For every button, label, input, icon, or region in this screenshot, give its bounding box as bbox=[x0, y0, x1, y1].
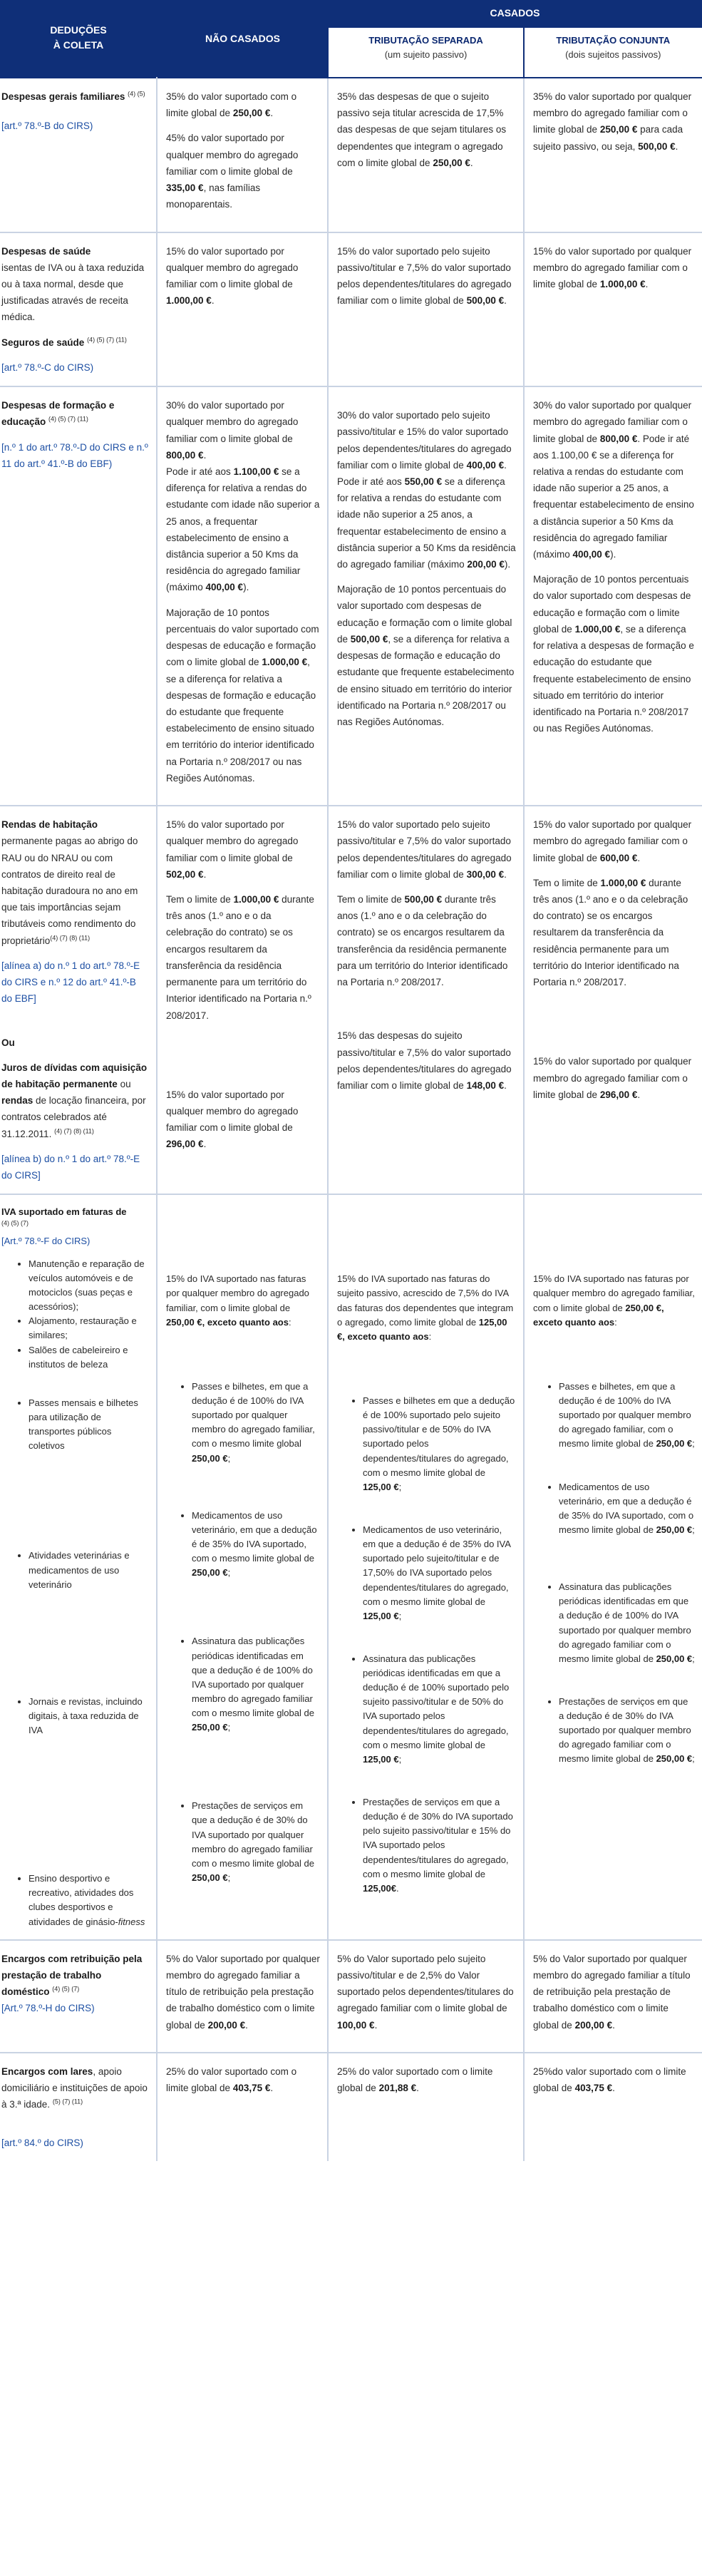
row-subtitle: Seguros de saúde bbox=[1, 337, 85, 348]
row-habitacao-label: Rendas de habitação permanente pagas ao abrigo do RAU ou do NRAU ou com contratos de direito real de habitação duradoura no ano em que tais importâncias sejam tributáveis como rendimento do proprietário$^{(4) (7) (8) (11)}$ [alínea a) do n.º 1 do art.º 78.º-E do CIRS e n.º 12 do art.º 41.º-B do EBF] Ou Juros de dívidas com aquisição de habitação permanente ou rendas de locação financeira, por contratos celebrados até 31.12.2011. $^{(4) (7) (8) (11)}$ [alínea b) do n.º 1 do art.º 78.º-E do CIRS] bbox=[0, 806, 157, 1194]
row-title: Rendas de habitação bbox=[1, 819, 98, 831]
row-educacao-separada: 30% do valor suportado pelo sujeito passivo/titular e 15% do valor suportado pelos dependentes/titulares do agregado familiar com o limite global de 400,00 €. Pode ir até aos 550,00 € se a diferença for relativa a rendas do estudante com idade não superior a 25 anos, a frequentar estabelecimento de ensino a distância superior a 50 Kms da residência do agregado familiar (máximo 200,00 €). Majoração de 10 pontos percentuais do valor suportado com despesas de educação e formação com o limite global de 500,00 €, se a diferença for relativa a despesas de formação e educação do estudante que frequente estabelecimento de ensino situado em território do interior identificado na Portaria n.º 208/2017 ou nas Regiões Autónomas. bbox=[328, 386, 524, 806]
header-casados: CASADOS bbox=[328, 0, 702, 28]
list-item: • Medicamentos de uso veterinário, em que a dedução é de 35% do IVA suportado pelo sujeito/titular e de 17,50% do IVA suportado pelos dependentes/titulares do agregado, com o mesmo limite global de 125,00 €; bbox=[363, 1523, 516, 1623]
row-subtitle: Juros de dívidas com aquisição de habitação permanente bbox=[1, 1062, 148, 1089]
list-item: • Passes e bilhetes em que a dedução é de 100% suportado pelo sujeito passivo/titular e de 50% do IVA suportado pelos dependentes/titulares do agregado, com o mesmo limite global de 125,00 €; bbox=[363, 1394, 516, 1494]
iva-rule-list bbox=[337, 1394, 516, 1896]
list-item: • Prestações de serviços em que a dedução é de 30% do IVA suportado pelo sujeito passivo/titular e 15% do IVA suportado pelos dependentes/titulares do agregado, com o mesmo limite global de 125,00€. bbox=[363, 1795, 516, 1896]
iva-category-list-4 bbox=[1, 1695, 149, 1738]
row-iva-label bbox=[0, 1194, 157, 1940]
row-title: Despesas gerais familiares bbox=[1, 91, 125, 102]
footnote-refs: (5) (7) (11) bbox=[52, 2098, 83, 2105]
footnote-refs: (4) (5) (7) (11) bbox=[87, 336, 127, 344]
law-reference-link[interactable]: [art.º 78.º-B do CIRS) bbox=[1, 120, 93, 132]
footnote-refs: (4) (5) bbox=[128, 90, 145, 98]
list-item: • Passes e bilhetes, em que a dedução é de 100% do IVA suportado por qualquer membro do agregado familiar, com o mesmo limite global de 250,00 €; bbox=[559, 1380, 695, 1452]
law-reference-link[interactable]: [alínea b) do n.º 1 do art.º 78.º-E do CIRS] bbox=[1, 1153, 140, 1181]
row-educacao-conjunta: 30% do valor suportado por qualquer membro do agregado familiar com o limite global de 800,00 €. Pode ir até aos 1.100,00 € se a diferença for relativa a rendas do estudante com idade não superior a 25 anos, a frequentar estabelecimento de ensino a distância superior a 50 Kms da residência do agregado familiar (máximo 400,00 €). Majoração de 10 pontos percentuais do valor suportado com despesas de educação e formação com o limite global de 1.000,00 €, se a diferença for relativa a despesas de formação e educação do estudante que frequente estabelecimento de ensino situado em território do interior identificado na Portaria n.º 208/2017 ou nas Regiões Autónomas. bbox=[524, 386, 702, 806]
law-reference-link[interactable]: [n.º 1 do art.º 78.º-D do CIRS e n.º 11 do art.º 41.º-B do EBF) bbox=[1, 441, 148, 469]
row-saude-label bbox=[0, 232, 157, 387]
row-trabalho-domestico bbox=[0, 1940, 702, 2053]
row-habitacao-separada: 15% do valor suportado pelo sujeito passivo/titular e 7,5% do valor suportado pelos dependentes/titulares do agregado familiar com o limite global de 300,00 €. Tem o limite de 500,00 € durante três anos (1.º ano e o da celebração do contrato) se os encargos resultarem da transferência da residência permanente para um território do Interior identificado na Portaria n.º 208/2017. 15% das despesas do sujeito passivo/titular e 7,5% do valor suportado pelos dependentes/titulares do agregado familiar com o limite global de 148,00 €. bbox=[328, 806, 524, 1194]
law-reference-link[interactable]: [art.º 84.º do CIRS) bbox=[1, 2137, 83, 2148]
list-item: • Alojamento, restauração e similares; bbox=[29, 1314, 149, 1343]
list-item: • Ensino desportivo e recreativo, atividades dos clubes desportivos e atividades de ginásio-fitness bbox=[29, 1872, 149, 1929]
row-title: Encargos com lares bbox=[1, 2066, 93, 2077]
row-lares-conjunta: 25%do valor suportado com o limite global de 403,75 €. bbox=[524, 2053, 702, 2161]
law-reference-link[interactable]: [alínea a) do n.º 1 do art.º 78.º-E do CIRS e n.º 12 do art.º 41.º-B do EBF] bbox=[1, 960, 140, 1005]
footnote-refs: (4) (5) (7) bbox=[1, 1220, 29, 1228]
header-tributacao-separada-label: TRIBUTAÇÃO SEPARADA bbox=[368, 35, 483, 46]
row-saude-conjunta: 15% do valor suportado por qualquer membro do agregado familiar com o limite global de 1.000,00 €. bbox=[524, 232, 702, 387]
header-tributacao-conjunta bbox=[524, 28, 702, 78]
row-description: , apoio domiciliário e instituições de apoio à 3.ª idade. bbox=[1, 2066, 148, 2110]
row-title: IVA suportado em faturas de bbox=[1, 1206, 127, 1218]
iva-category-list-2 bbox=[1, 1396, 149, 1454]
footnote-refs: (4) (7) (8) (11) bbox=[54, 1127, 94, 1135]
law-reference-link[interactable]: [Art.º 78.º-F do CIRS) bbox=[1, 1235, 91, 1246]
iva-rule-list bbox=[533, 1380, 695, 1767]
row-gerais-conjunta: 35% do valor suportado por qualquer membro do agregado familiar com o limite global de 250,00 € para cada sujeito passivo, ou seja, 500,00 €. bbox=[524, 78, 702, 232]
list-item: • Medicamentos de uso veterinário, em que a dedução é de 35% do IVA suportado, com o mesmo limite global de 250,00 €; bbox=[559, 1480, 695, 1538]
row-lares-label bbox=[0, 2053, 157, 2161]
list-item: • Atividades veterinárias e medicamentos de uso veterinário bbox=[29, 1549, 149, 1591]
header-tributacao-conjunta-label: TRIBUTAÇÃO CONJUNTA bbox=[556, 35, 671, 46]
header-tributacao-separada bbox=[328, 28, 524, 78]
row-iva-separada: 15% do IVA suportado nas faturas do sujeito passivo, acrescido de 7,5% do IVA das faturas dos dependentes que integram o agregado, como limite global de 125,00 €, exceto quanto aos: • Passes e bilhetes em que a dedução é de 100% suportado pelo sujeito passivo/titular e de 50% do IVA suportado pelos dependentes/titulares do agregado, com o mesmo limite global de 125,00 €; • Medicamentos de uso veterinário, em que a dedução é de 35% do IVA suportado pelo sujeito/titular e de 17,50% do IVA suportado pelos dependentes/titulares do agregado, com o mesmo limite global de 125,00 €; • Assinatura das publicações periódicas identificadas em que a dedução é de 100% suportado pelo sujeito passivo/titular e de 50% do IVA suportado pelos dependentes/titulares do agregado, com o mesmo limite global de 125,00 €; • Prestações de serviços em que a dedução é de 30% do IVA suportado pelo sujeito passivo/titular e 15% do IVA suportado pelos dependentes/titulares do agregado, com o mesmo limite global de 125,00€. bbox=[328, 1194, 524, 1940]
row-despesas-gerais bbox=[0, 78, 702, 232]
header-tributacao-separada-sub: (um sujeito passivo) bbox=[384, 48, 468, 60]
list-item: • Medicamentos de uso veterinário, em que a dedução é de 35% do IVA suportado, com o mesmo limite global de 250,00 €; bbox=[192, 1509, 320, 1581]
row-domestico-conjunta: 5% do Valor suportado por qualquer membro do agregado familiar a título de retribuição pela prestação de trabalho doméstico com o limite global de 200,00 €. bbox=[524, 1940, 702, 2053]
list-item: • Prestações de serviços em que a dedução é de 30% do IVA suportado por qualquer membro do agregado familiar com o mesmo limite global de 250,00 €; bbox=[559, 1695, 695, 1767]
list-item: • Assinatura das publicações periódicas identificadas em que a dedução é de 100% suportado pelo sujeito passivo/titular e de 50% do IVA suportado pelos dependentes/titulares do agregado, com o mesmo limite global de 125,00 €; bbox=[363, 1652, 516, 1767]
list-item: • Passes mensais e bilhetes para utilização de transportes públicos coletivos bbox=[29, 1396, 149, 1454]
row-saude-separada: 15% do valor suportado pelo sujeito passivo/titular e 7,5% do valor suportado pelos dependentes/titulares do agregado familiar com o limite global de 500,00 €. bbox=[328, 232, 524, 387]
footnote-refs: (4) (5) (7) (11) bbox=[48, 415, 88, 423]
row-encargos-lares bbox=[0, 2053, 702, 2161]
row-iva-nao-casados: 15% do IVA suportado nas faturas por qualquer membro do agregado familiar, com o limite global de 250,00 €, exceto quanto aos: • Passes e bilhetes, em que a dedução é de 100% do IVA suportado por qualquer membro do agregado familiar, com o mesmo limite global 250,00 €; • Medicamentos de uso veterinário, em que a dedução é de 35% do IVA suportado, com o mesmo limite global de 250,00 €; • Assinatura das publicações periódicas identificadas em que a dedução é de 100% do IVA suportado por qualquer membro do agregado familiar com o mesmo limite global de 250,00 €; • Prestações de serviços em que a dedução é de 30% do IVA suportado por qualquer membro do agregado familiar com o mesmo limite global de 250,00 €; bbox=[157, 1194, 328, 1940]
row-title: Despesas de formação e educação bbox=[1, 400, 115, 428]
row-habitacao-nao-casados: 15% do valor suportado por qualquer membro do agregado familiar com o limite global de 502,00 €. Tem o limite de 1.000,00 € durante três anos (1.º ano e o da celebração do contrato) se os encargos resultarem da transferência da residência permanente para um território do Interior identificado na Portaria n.º 208/2017. 15% do valor suportado por qualquer membro do agregado familiar com o limite global de 296,00 €. bbox=[157, 806, 328, 1194]
header-deducoes: DEDUÇÕES À COLETA bbox=[0, 0, 157, 78]
law-reference-link[interactable]: [art.º 78.º-C do CIRS) bbox=[1, 361, 94, 373]
list-item: • Manutenção e reparação de veículos automóveis e de motociclos (suas peças e acessórios); bbox=[29, 1257, 149, 1315]
row-despesas-educacao bbox=[0, 386, 702, 806]
row-iva-conjunta: 15% do IVA suportado nas faturas por qualquer membro do agregado familiar, com o limite global de 250,00 €, exceto quanto aos: • Passes e bilhetes, em que a dedução é de 100% do IVA suportado por qualquer membro do agregado familiar, com o mesmo limite global de 250,00 €; • Medicamentos de uso veterinário, em que a dedução é de 35% do IVA suportado, com o mesmo limite global de 250,00 €; • Assinatura das publicações periódicas identificadas em que a dedução é de 100% do IVA suportado por qualquer membro do agregado familiar com o mesmo limite global de 250,00 €; • Prestações de serviços em que a dedução é de 30% do IVA suportado por qualquer membro do agregado familiar com o mesmo limite global de 250,00 €; bbox=[524, 1194, 702, 1940]
row-educacao-label bbox=[0, 386, 157, 806]
row-domestico-nao-casados: 5% do Valor suportado por qualquer membro do agregado familiar a título de retribuição pela prestação de trabalho doméstico com o limite global de 200,00 €. bbox=[157, 1940, 328, 2053]
row-title: Despesas de saúde bbox=[1, 245, 91, 257]
list-item: • Passes e bilhetes, em que a dedução é de 100% do IVA suportado por qualquer membro do agregado familiar, com o mesmo limite global 250,00 €; bbox=[192, 1380, 320, 1466]
row-saude-nao-casados: 15% do valor suportado por qualquer membro do agregado familiar com o limite global de 1.000,00 €. bbox=[157, 232, 328, 387]
row-description: permanente pagas ao abrigo do RAU ou do NRAU ou com contratos de direito real de habitação duradoura no ano em que tais importâncias sejam tributáveis como rendimento do proprietário bbox=[1, 836, 138, 946]
header-nao-casados: NÃO CASADOS bbox=[157, 0, 328, 78]
iva-category-list-1 bbox=[1, 1257, 149, 1372]
row-domestico-separada: 5% do Valor suportado pelo sujeito passivo/titular e de 2,5% do Valor suportado pelos dependentes/titulares do agregado familiar com o limite global de 100,00 €. bbox=[328, 1940, 524, 2053]
list-item: • Salões de cabeleireiro e institutos de beleza bbox=[29, 1343, 149, 1372]
row-lares-separada: 25% do valor suportado com o limite global de 201,88 €. bbox=[328, 2053, 524, 2161]
row-gerais-nao-casados: 35% do valor suportado com o limite global de 250,00 €. 45% do valor suportado por qualquer membro do agregado familiar com o limite global de 335,00 €, nas famílias monoparentais. bbox=[157, 78, 328, 232]
row-gerais-label bbox=[0, 78, 157, 232]
list-item: • Jornais e revistas, incluindo digitais, à taxa reduzida de IVA bbox=[29, 1695, 149, 1738]
row-description: isentas de IVA ou à taxa reduzida ou à taxa normal, desde que justificadas através de receita médica. bbox=[1, 262, 145, 323]
row-lares-nao-casados: 25% do valor suportado com o limite global de 403,75 €. bbox=[157, 2053, 328, 2161]
row-rendas-habitacao bbox=[0, 806, 702, 1194]
list-item: • Prestações de serviços em que a dedução é de 30% do IVA suportado por qualquer membro do agregado familiar com o mesmo limite global de 250,00 €; bbox=[192, 1799, 320, 1885]
row-iva-faturas bbox=[0, 1194, 702, 1940]
header-tributacao-conjunta-sub: (dois sujeitos passivos) bbox=[565, 48, 661, 60]
iva-category-list-5 bbox=[1, 1872, 149, 1929]
row-despesas-saude bbox=[0, 232, 702, 387]
iva-category-list-3 bbox=[1, 1549, 149, 1591]
row-educacao-nao-casados: 30% do valor suportado por qualquer membro do agregado familiar com o limite global de 800,00 €. Pode ir até aos 1.100,00 € se a diferença for relativa a rendas do estudante com idade não superior a 25 anos, a frequentar estabelecimento de ensino a distância superior a 50 Kms da residência do agregado familiar (máximo 400,00 €). Majoração de 10 pontos percentuais do valor suportado com despesas de educação e formação com o limite global de 1.000,00 €, se a diferença for relativa a despesas de formação e educação do estudante que frequente estabelecimento de ensino situado em território do interior identificado na Portaria n.º 208/2017 ou nas Regiões Autónomas. bbox=[157, 386, 328, 806]
footnote-refs: (4) (7) (8) (11) bbox=[50, 934, 91, 942]
row-domestico-label bbox=[0, 1940, 157, 2053]
row-gerais-separada: 35% das despesas de que o sujeito passivo seja titular acrescida de 17,5% das despesas de que sejam titulares os dependentes que integram o agregado com o limite global de 250,00 €. bbox=[328, 78, 524, 232]
law-reference-link[interactable]: [Art.º 78.º-H do CIRS) bbox=[1, 2003, 95, 2014]
or-separator: Ou bbox=[1, 1037, 15, 1048]
list-item: • Assinatura das publicações periódicas identificadas em que a dedução é de 100% do IVA suportado por qualquer membro do agregado familiar com o mesmo limite global de 250,00 €; bbox=[559, 1580, 695, 1666]
iva-rule-list bbox=[166, 1380, 320, 1885]
row-title: Encargos com retribuição pela prestação de trabalho doméstico bbox=[1, 1953, 143, 1998]
row-habitacao-conjunta: 15% do valor suportado por qualquer membro do agregado familiar com o limite global de 600,00 €. Tem o limite de 1.000,00 € durante três anos (1.º ano e o da celebração do contrato) se os encargos resultarem da transferência da residência permanente para um território do Interior identificado na Portaria n.º 208/2017. 15% do valor suportado por qualquer membro do agregado familiar com o limite global de 296,00 €. bbox=[524, 806, 702, 1194]
footnote-refs: (4) (5) (7) bbox=[52, 1985, 80, 1993]
list-item: • Assinatura das publicações periódicas identificadas em que a dedução é de 100% do IVA suportado por qualquer membro do agregado familiar com o mesmo limite global de 250,00 €; bbox=[192, 1634, 320, 1735]
